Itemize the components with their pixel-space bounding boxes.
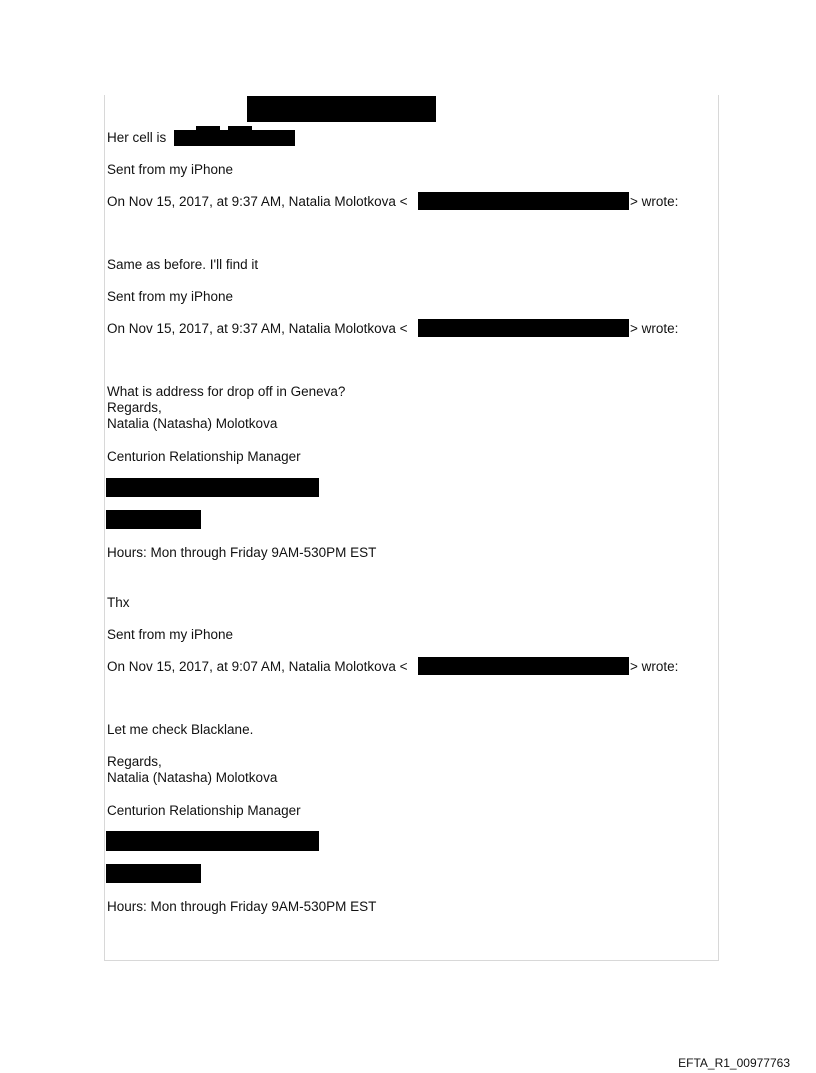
signature-regards: Regards,: [107, 754, 162, 769]
reply-header-2-suffix: > wrote:: [630, 321, 679, 336]
reply-header-2: On Nov 15, 2017, at 9:37 AM, Natalia Molotkova <: [107, 321, 408, 336]
signature-name: Natalia (Natasha) Molotkova: [107, 770, 278, 785]
signature-regards: Regards,: [107, 400, 162, 415]
redaction-block: [174, 130, 295, 146]
message-text: What is address for drop off in Geneva?: [107, 384, 346, 399]
redaction-block: [106, 864, 201, 883]
reply-header-1: On Nov 15, 2017, at 9:37 AM, Natalia Molotkova <: [107, 194, 408, 209]
reply-header-1-suffix: > wrote:: [630, 194, 679, 209]
her-cell-text: Her cell is: [107, 130, 167, 145]
redaction-block: [228, 126, 252, 131]
redaction-block: [196, 126, 220, 131]
message-text: Same as before. I'll find it: [107, 257, 259, 272]
reply-header-3: On Nov 15, 2017, at 9:07 AM, Natalia Molotkova <: [107, 659, 408, 674]
redaction-block: [418, 657, 629, 675]
redaction-block: [418, 319, 629, 337]
document-id: EFTA_R1_00977763: [678, 1056, 790, 1070]
sent-from-iphone: Sent from my iPhone: [107, 627, 234, 642]
sent-from-iphone: Sent from my iPhone: [107, 162, 234, 177]
message-text: Thx: [107, 595, 130, 610]
signature-name: Natalia (Natasha) Molotkova: [107, 416, 278, 431]
signature-title: Centurion Relationship Manager: [107, 449, 301, 464]
redaction-block: [106, 831, 319, 851]
signature-hours: Hours: Mon through Friday 9AM-530PM EST: [107, 545, 377, 560]
redaction-block: [247, 96, 436, 122]
redaction-block: [106, 510, 201, 529]
signature-hours: Hours: Mon through Friday 9AM-530PM EST: [107, 899, 377, 914]
reply-header-3-suffix: > wrote:: [630, 659, 679, 674]
redaction-block: [418, 192, 629, 210]
message-text: Let me check Blacklane.: [107, 722, 254, 737]
sent-from-iphone: Sent from my iPhone: [107, 289, 234, 304]
redaction-block: [106, 478, 319, 497]
signature-title: Centurion Relationship Manager: [107, 803, 301, 818]
